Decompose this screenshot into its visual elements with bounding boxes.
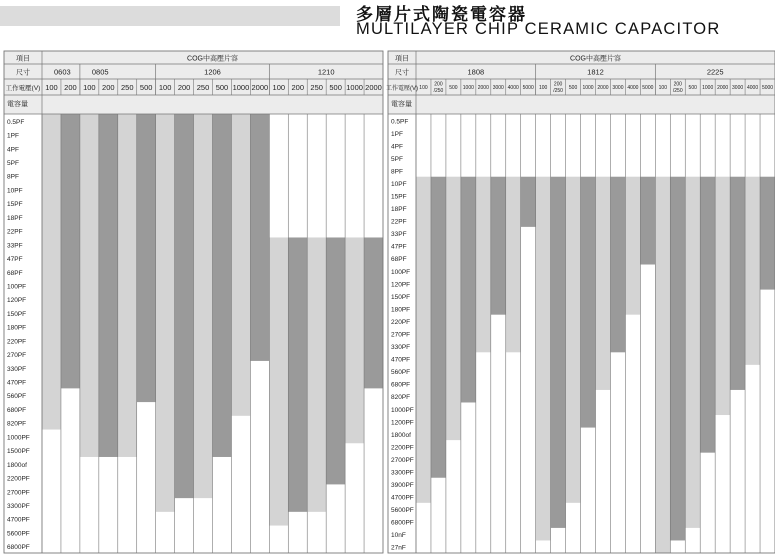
capacitance-value: 5600PF	[7, 530, 30, 538]
capacitance-value: 4PF	[7, 146, 19, 154]
capacitance-value: 120PF	[391, 281, 411, 289]
capacitance-value: 150PF	[7, 310, 27, 318]
capacitance-value: 220PF	[391, 318, 411, 326]
capacitance-range-bar	[231, 114, 250, 416]
capacitance-label: 電容量	[391, 101, 412, 108]
capacitance-range-bar	[551, 177, 566, 528]
voltage-value: 4000	[507, 85, 519, 91]
size-value-0603: 0603	[54, 67, 71, 77]
voltage-value: 500	[139, 83, 153, 92]
capacitance-range-bar	[536, 177, 551, 541]
capacitance-range-bar	[431, 177, 446, 478]
voltage-value: 100	[658, 85, 667, 91]
capacitance-range-bar	[80, 114, 99, 457]
capacitance-range-bar	[156, 114, 175, 512]
capacitance-range-bar	[700, 177, 715, 453]
voltage-value: 200	[673, 81, 682, 88]
size-value-2225: 2225	[706, 67, 724, 77]
voltage-value: 2000	[717, 85, 729, 91]
type-label: COG中高壓片容	[570, 55, 621, 63]
capacitance-range-bar	[670, 177, 685, 541]
capacitance-value: 680PF	[7, 406, 27, 414]
capacitance-value: 220PF	[7, 338, 27, 346]
capacitance-value: 4700PF	[391, 494, 414, 502]
voltage-value: 3000	[612, 85, 624, 91]
capacitance-range-bar	[269, 237, 288, 525]
capacitance-range-bar	[745, 177, 760, 365]
capacitance-value: 4700PF	[7, 516, 30, 524]
capacitance-value: 560PF	[7, 393, 27, 401]
capacitance-range-bar	[730, 177, 745, 390]
voltage-value: 2000	[365, 83, 382, 92]
voltage-value: 200	[177, 83, 191, 92]
size-label: 尺寸	[395, 69, 409, 77]
capacitance-value: 27nF	[391, 544, 406, 552]
capacitance-value: 4PF	[391, 143, 403, 151]
capacitance-value: 330PF	[7, 365, 27, 373]
size-value-1210: 1210	[317, 67, 335, 77]
voltage-value: 500	[688, 85, 697, 91]
capacitance-value: 3300PF	[391, 469, 414, 477]
voltage-value: 100	[419, 85, 428, 91]
capacitance-value: 180PF	[391, 306, 411, 314]
capacitance-value: 1000PF	[391, 406, 414, 414]
capacitance-value: 8PF	[391, 168, 403, 176]
capacitance-value: 2700PF	[7, 489, 30, 497]
voltage-value: 2000	[597, 85, 609, 91]
capacitance-value: 18PF	[7, 214, 23, 222]
capacitance-value: 120PF	[7, 297, 27, 305]
size-label: 尺寸	[16, 69, 30, 77]
size-value-1808: 1808	[467, 67, 485, 77]
capacitance-value: 22PF	[391, 218, 407, 226]
voltage-value: 1000	[462, 85, 474, 91]
capacitance-range-bar	[250, 114, 269, 361]
item-label: 項目	[395, 55, 409, 63]
voltage-value: 1000	[702, 85, 714, 91]
capacitance-value: 5PF	[7, 160, 19, 168]
voltage-value: 250	[310, 83, 323, 92]
capacitance-value: 180PF	[7, 324, 27, 332]
capacitance-value: 1800of	[7, 461, 27, 469]
capacitance-range-bar	[625, 177, 640, 315]
voltage-label: 工作電壓(V)	[386, 86, 418, 92]
capacitance-range-bar	[213, 114, 232, 457]
voltage-value: /250	[553, 88, 563, 94]
capacitance-value: 100PF	[7, 283, 27, 291]
capacitance-value: 100PF	[391, 268, 411, 276]
item-label: 項目	[16, 55, 30, 63]
capacitance-range-bar	[42, 114, 61, 430]
capacitance-value: 18PF	[391, 206, 407, 214]
capacitance-value: 68PF	[7, 269, 23, 277]
capacitance-range-bar	[640, 177, 655, 265]
voltage-value: 200	[553, 81, 563, 88]
capacitance-value: 2700PF	[391, 456, 414, 464]
capacitance-range-bar	[364, 237, 383, 388]
capacitance-value: 5PF	[391, 155, 403, 163]
voltage-value: 5000	[522, 85, 534, 91]
capacitance-value: 0.5PF	[7, 118, 25, 126]
capacitance-value: 2200PF	[391, 444, 414, 452]
capacitance-value: 3900PF	[391, 482, 414, 490]
capacitance-value: 8PF	[7, 173, 19, 181]
capacitance-value: 470PF	[391, 356, 411, 364]
capacitance-value: 1500PF	[7, 448, 30, 456]
size-value-1206: 1206	[204, 67, 221, 77]
voltage-value: 250	[196, 83, 210, 92]
size-value-0805: 0805	[91, 67, 109, 77]
capacitance-value: 560PF	[391, 369, 411, 377]
capacitance-range-bar	[326, 237, 345, 484]
capacitance-range-bar	[596, 177, 611, 390]
voltage-value: /250	[672, 88, 683, 94]
capacitance-value: 3300PF	[7, 502, 30, 510]
voltage-value: 1000	[582, 85, 594, 91]
title-english: MULTILAYER CHIP CERAMIC CAPACITOR	[356, 20, 721, 38]
voltage-value: 500	[215, 83, 229, 92]
capacitance-value: 10nF	[391, 532, 406, 540]
voltage-value: 5000	[642, 85, 654, 91]
capacitance-range-bar	[416, 177, 431, 503]
capacitance-value: 33PF	[7, 242, 23, 250]
capacitance-range-bar	[118, 114, 137, 457]
capacitance-range-bar	[521, 177, 536, 227]
capacitance-range-bar	[506, 177, 521, 353]
voltage-value: 1000	[346, 83, 363, 92]
voltage-value: 200	[434, 81, 443, 88]
capacitance-range-bar	[461, 177, 476, 403]
voltage-value: 500	[568, 85, 578, 91]
voltage-value: 2000	[477, 85, 489, 91]
capacitance-value: 10PF	[7, 187, 23, 195]
capacitance-value: 470PF	[7, 379, 27, 387]
voltage-value: 4000	[627, 85, 639, 91]
voltage-value: 200	[291, 83, 305, 92]
capacitance-value: 1800of	[391, 431, 411, 439]
voltage-label: 工作電壓(V)	[5, 85, 41, 92]
voltage-value: 100	[45, 83, 58, 92]
capacitance-value: 47PF	[391, 243, 407, 251]
capacitance-range-bar	[566, 177, 581, 503]
capacitance-value: 33PF	[391, 231, 407, 239]
capacitance-range-bar	[715, 177, 730, 415]
capacitance-value: 1200PF	[391, 419, 414, 427]
voltage-value: 3000	[732, 85, 744, 91]
capacitance-value: 15PF	[391, 193, 407, 201]
capacitance-value: 820PF	[7, 420, 27, 428]
voltage-value: 3000	[492, 85, 504, 91]
capacitance-range-bar	[655, 177, 670, 553]
capacitance-range-bar	[476, 177, 491, 353]
capacitance-range-bar	[491, 177, 506, 315]
capacitance-value: 820PF	[391, 394, 411, 402]
capacitance-range-bar	[61, 114, 80, 388]
capacitance-range-bar	[760, 177, 775, 290]
capacitance-value: 10PF	[391, 180, 407, 188]
capacitance-value: 1PF	[7, 132, 19, 140]
voltage-value: 200	[64, 83, 77, 92]
voltage-value: 250	[120, 83, 134, 92]
voltage-value: 100	[83, 83, 96, 92]
capacitance-value: 22PF	[7, 228, 23, 236]
capacitance-range-bar	[99, 114, 118, 457]
voltage-value: 500	[449, 85, 458, 91]
voltage-value: 4000	[747, 85, 759, 91]
capacitance-value: 6800PF	[391, 519, 414, 527]
voltage-value: 100	[272, 83, 286, 92]
voltage-value: 1000	[232, 83, 250, 92]
capacitance-range-bar	[175, 114, 194, 498]
type-label: COG中高壓片容	[187, 55, 238, 63]
capacitance-range-bar	[307, 237, 326, 511]
capacitance-range-bar	[610, 177, 625, 353]
capacitance-range-bar	[345, 237, 364, 443]
capacitance-range-bar	[581, 177, 596, 428]
capacitance-value: 5600PF	[391, 507, 414, 515]
capacitance-range-bar	[194, 114, 213, 498]
capacitance-range-bar	[685, 177, 700, 528]
capacitance-value: 1PF	[391, 130, 403, 138]
capacitance-value: 1000PF	[7, 434, 30, 442]
voltage-value: 100	[158, 83, 172, 92]
capacitance-value: 68PF	[391, 256, 407, 264]
voltage-value: /250	[433, 88, 444, 94]
voltage-value: 5000	[761, 85, 774, 91]
capacitance-value: 15PF	[7, 201, 23, 209]
capacitance-value: 6800PF	[7, 544, 30, 552]
capacitance-range-bar	[137, 114, 156, 402]
capacitance-value: 270PF	[391, 331, 411, 339]
capacitance-value: 47PF	[7, 256, 23, 264]
capacitance-value: 270PF	[7, 352, 27, 360]
capacitance-value: 150PF	[391, 293, 411, 301]
voltage-value: 2000	[251, 83, 269, 92]
capacitance-value: 680PF	[391, 381, 411, 389]
voltage-value: 100	[538, 85, 548, 91]
capacitance-value: 330PF	[391, 344, 411, 352]
voltage-value: 200	[102, 83, 115, 92]
capacitance-range-bar	[288, 237, 307, 511]
voltage-value: 500	[329, 83, 342, 92]
capacitance-value: 2200PF	[7, 475, 30, 483]
capacitance-value: 0.5PF	[391, 118, 409, 126]
capacitance-label: 電容量	[7, 101, 28, 108]
size-value-1812: 1812	[587, 67, 604, 77]
title-chinese: 多層片式陶瓷電容器	[356, 5, 527, 24]
capacitance-range-bar	[446, 177, 461, 440]
